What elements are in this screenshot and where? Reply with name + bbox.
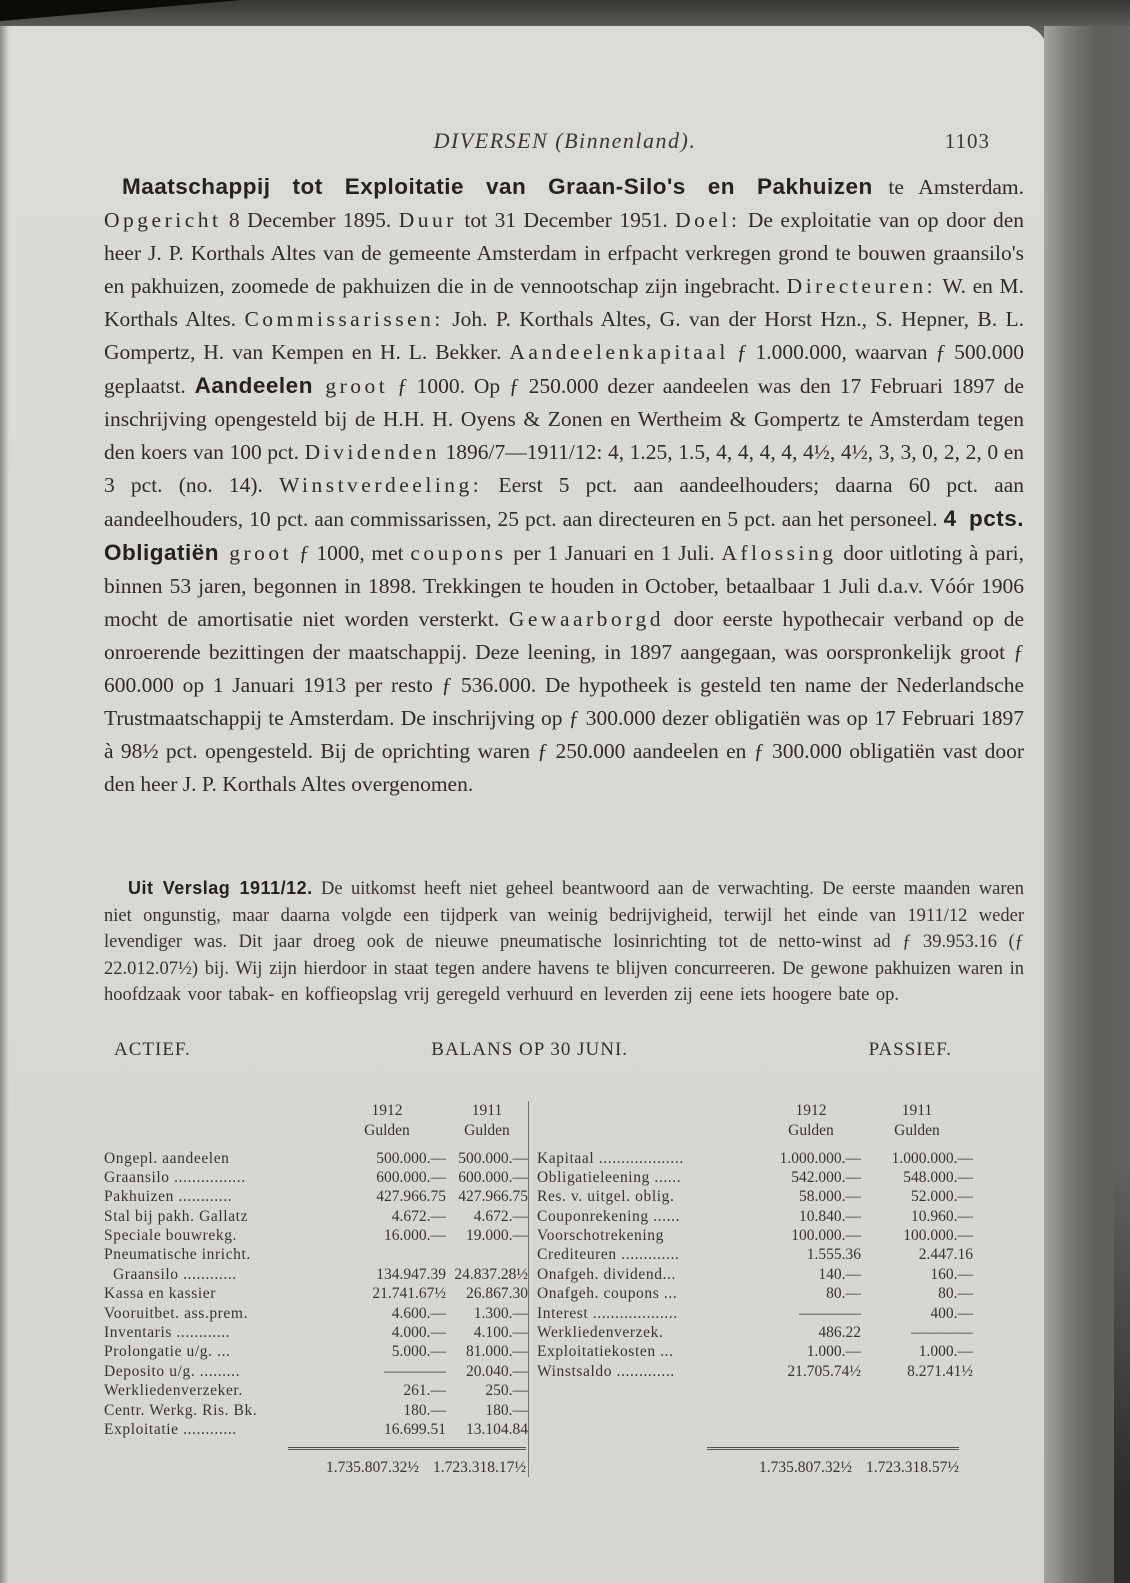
balance-row <box>537 1168 973 1187</box>
balance-row <box>104 1149 528 1168</box>
amount-1911: 13.104.84 <box>466 1420 528 1438</box>
text-run: Joh. P. Korthals Altes, G. van der Horst Hzn., S. Hepner, B. L. Gompertz, H. van Kempen en H. L. Bekker. <box>104 307 1025 364</box>
column-header-1911 <box>446 1101 528 1141</box>
amount-1912: 180.— <box>403 1401 446 1419</box>
total-1912: 1.735.807.32½ <box>759 1459 852 1477</box>
balance-passief-rows <box>537 1149 973 1382</box>
balance-row <box>104 1381 528 1400</box>
amount-1912: 16.000.— <box>384 1227 446 1245</box>
amount-1912: 80.— <box>826 1285 861 1303</box>
text-run: ƒ 1000, met <box>292 541 411 565</box>
amount-1912: 4.600.— <box>391 1304 446 1322</box>
amount-1911: 20.040.— <box>466 1362 528 1380</box>
column-header-spacer <box>104 1101 328 1141</box>
amount-1912: 58.000.— <box>799 1188 861 1206</box>
balance-row <box>537 1323 973 1342</box>
balance-row-label: Crediteuren ............. <box>537 1246 680 1264</box>
amount-1911: 180.— <box>485 1401 528 1419</box>
amount-1912: 542.000.— <box>791 1168 861 1186</box>
balance-row-label: Voorschotrekening <box>537 1227 665 1245</box>
balance-row-label: Winstsaldo ............. <box>537 1362 675 1380</box>
balance-row <box>537 1362 973 1381</box>
currency-label: Gulden <box>364 1121 410 1139</box>
balance-actief-totals <box>288 1447 526 1477</box>
amount-1912: 16.699.51 <box>384 1420 446 1438</box>
text-run: Opgericht <box>104 208 222 232</box>
text-run: Commissarissen: <box>244 307 444 331</box>
balance-row-label: Inventaris ............ <box>104 1324 231 1342</box>
text-run: 4 pcts. Obligatiën <box>104 506 1025 565</box>
amount-1912: 4.672.— <box>391 1207 446 1225</box>
text-run: Eerst 5 pct. aan aandeelhouders; daarna 60 pct. aan aandeelhouders, 10 pct. aan commissarissen, 25 pct. aan directeuren en 5 pct. aan het personeel. <box>104 473 1024 531</box>
text-run: 8 December 1895. <box>221 208 399 232</box>
amount-1911: 4.672.— <box>473 1207 528 1225</box>
amount-1911: 2.447.16 <box>918 1246 973 1264</box>
balance-row <box>104 1420 528 1439</box>
amount-1911: 24.837.28½ <box>454 1265 528 1283</box>
balance-row <box>537 1245 973 1264</box>
balance-row <box>104 1304 528 1323</box>
balance-row-label: Exploitatie ............ <box>104 1420 237 1438</box>
balance-row <box>104 1226 528 1245</box>
amount-1911: 250.— <box>485 1382 528 1400</box>
text-run: door eerste hypothecair verband op de onroerende bezittingen der maatschappij. Deze leening, in 1897 aangegaan, was oorspronkelijk groot ƒ 600.000 op 1 Januari 1913 per resto ƒ 536.000. De hypotheek is gesteld ten name der Nederlandsche Trustmaatschappij te Amsterdam. De inschrijving op ƒ 300.000 dezer obligatiën was op 17 Februari 1897 à 98½ pct. opengesteld. Bij de oprichting waren ƒ 250.000 aandeelen en ƒ 300.000 obligatiën vast door den heer J. P. Korthals Altes overgenomen. <box>104 607 1024 796</box>
balance-row <box>104 1187 528 1206</box>
amount-1912: 21.741.67½ <box>372 1285 446 1303</box>
balance-row <box>104 1323 528 1342</box>
amount-1912: 427.966.75 <box>376 1188 446 1206</box>
text-run: coupons <box>410 541 507 565</box>
balance-row-label: Kapitaal ................... <box>537 1149 684 1167</box>
currency-label: Gulden <box>464 1121 510 1139</box>
text-run: Aflossing <box>721 541 837 565</box>
scan-left-edge <box>0 0 9 1583</box>
amount-1911: 4.100.— <box>473 1324 528 1342</box>
running-header-title: DIVERSEN (Binnenland). <box>433 128 697 153</box>
balance-row-label: Graansilo ................ <box>104 1168 246 1186</box>
text-run: ƒ 1000. Op ƒ 250.000 dezer aandeelen was den 17 Februari 1897 de inschrijving opengesteld bij de H.H. H. Oyens & Zonen en Wertheim & Gompertz te Amsterdam tegen den koers van 100 pct. <box>104 374 1024 464</box>
amount-1912: 10.840.— <box>799 1207 861 1225</box>
amount-1911: 52.000.— <box>911 1188 973 1206</box>
column-header-1912 <box>328 1101 446 1141</box>
amount-1912: 4.000.— <box>391 1324 446 1342</box>
balance-column-divider <box>528 1101 529 1478</box>
balance-row-label: Deposito u/g. ......... <box>104 1362 241 1380</box>
year-label: 1912 <box>795 1101 827 1119</box>
balance-row-label: Pneumatische inricht. <box>104 1246 251 1264</box>
balance-row <box>104 1265 528 1284</box>
company-article <box>104 170 1024 801</box>
amount-1911: ———— <box>911 1324 973 1342</box>
balance-row <box>104 1362 528 1381</box>
amount-1912: ———— <box>799 1304 861 1322</box>
text-run: Uit Verslag 1911/12. <box>128 878 313 898</box>
balance-sheet-headings <box>104 1039 1024 1061</box>
text-run: Aandeelen <box>194 373 313 398</box>
scan-bottom-right-shadow <box>1114 1163 1130 1583</box>
balance-row <box>537 1304 973 1323</box>
text-run: groot <box>219 541 293 565</box>
amount-1911: 160.— <box>930 1265 973 1283</box>
balance-row-label: Prolongatie u/g. ... <box>104 1343 231 1361</box>
text-run: Doel: <box>675 208 741 232</box>
amount-1911: 1.000.000.— <box>891 1149 973 1167</box>
scan-top-edge <box>0 0 1130 26</box>
balance-row-label: Vooruitbet. ass.prem. <box>104 1304 249 1322</box>
currency-label: Gulden <box>788 1121 834 1139</box>
amount-1912: 100.000.— <box>791 1227 861 1245</box>
amount-1911: 19.000.— <box>466 1227 528 1245</box>
balance-row <box>537 1284 973 1303</box>
amount-1911: 10.960.— <box>911 1207 973 1225</box>
page-number: 1103 <box>944 129 990 153</box>
amount-1911: 1.000.— <box>918 1343 973 1361</box>
amount-1911: 80.— <box>938 1285 973 1303</box>
balance-row-label: Exploitatiekosten ... <box>537 1343 674 1361</box>
balance-row <box>104 1245 528 1264</box>
amount-1911: 8.271.41½ <box>907 1362 973 1380</box>
amount-1912: 600.000.— <box>376 1168 446 1186</box>
text-run: door uitloting à pari, binnen 53 jaren, begonnen in 1898. Trekkingen te houden in October, betaalbaar 1 Juli d.a.v. Vóór 1906 mocht de amortisatie niet worden versterkt. <box>104 541 1024 631</box>
balance-row <box>537 1265 973 1284</box>
text-run: tot 31 December 1951. <box>456 208 676 232</box>
amount-1911 <box>446 1245 528 1264</box>
year-label: 1911 <box>901 1101 933 1119</box>
amount-1912: 134.947.39 <box>376 1265 446 1283</box>
balance-row-label: Kassa en kassier <box>104 1285 217 1303</box>
balance-row <box>104 1168 528 1187</box>
running-header <box>104 128 1026 162</box>
balance-row <box>104 1401 528 1420</box>
amount-1912: 500.000.— <box>376 1149 446 1167</box>
annual-report-note <box>104 875 1024 1009</box>
year-label: 1911 <box>471 1101 503 1119</box>
balance-row <box>537 1226 973 1245</box>
text-run: Aandeelenkapitaal <box>509 340 729 364</box>
amount-1911: 26.867.30 <box>466 1285 528 1303</box>
amount-1911: 400.— <box>930 1304 973 1322</box>
balance-row-label: Obligatieleening ...... <box>537 1168 682 1186</box>
balance-row-label: Graansilo ............ <box>104 1265 237 1283</box>
total-1912: 1.735.807.32½ <box>326 1459 419 1477</box>
column-header-spacer <box>537 1101 761 1141</box>
scan-corner-shadow <box>0 0 277 23</box>
amount-1912: 261.— <box>403 1382 446 1400</box>
balans-title: BALANS OP 30 JUNI. <box>431 1038 629 1060</box>
balance-row-label: Werkliedenverzeker. <box>104 1382 243 1400</box>
balance-column-headers <box>104 1101 528 1141</box>
year-label: 1912 <box>371 1101 403 1119</box>
balance-column-headers <box>537 1101 973 1141</box>
balance-row <box>537 1342 973 1361</box>
currency-label: Gulden <box>894 1121 940 1139</box>
balance-passief-totals <box>707 1447 959 1477</box>
amount-1911: 548.000.— <box>903 1168 973 1186</box>
balance-row <box>104 1207 528 1226</box>
text-run: Maatschappij tot Exploitatie van Graan-Silo's en Pakhuizen <box>122 174 873 199</box>
amount-1912 <box>328 1245 446 1264</box>
balance-row-label: Ongepl. aandeelen <box>104 1149 230 1167</box>
amount-1911: 1.300.— <box>473 1304 528 1322</box>
total-1911: 1.723.318.57½ <box>866 1459 959 1477</box>
balance-sheet <box>104 1101 1024 1478</box>
balance-row <box>104 1342 528 1361</box>
amount-1912: 1.000.000.— <box>779 1149 861 1167</box>
amount-1911: 81.000.— <box>466 1343 528 1361</box>
balance-row-label: Speciale bouwrekg. <box>104 1227 238 1245</box>
column-header-1911 <box>861 1101 973 1141</box>
text-run: Winstverdeeling: <box>279 473 483 497</box>
balance-row-label: Stal bij pakh. Gallatz <box>104 1207 249 1225</box>
amount-1912: 5.000.— <box>391 1343 446 1361</box>
amount-1911: 500.000.— <box>458 1149 528 1167</box>
text-run: Dividenden <box>304 440 440 464</box>
balance-row-label: Onafgeh. coupons ... <box>537 1285 678 1303</box>
balance-row-label: Res. v. uitgel. oblig. <box>537 1188 675 1206</box>
column-header-1912 <box>761 1101 861 1141</box>
balance-row-label: Interest ................... <box>537 1304 678 1322</box>
amount-1911: 600.000.— <box>458 1168 528 1186</box>
amount-1912: ———— <box>384 1362 446 1380</box>
balance-row-label: Pakhuizen ............ <box>104 1188 233 1206</box>
amount-1911: 100.000.— <box>903 1227 973 1245</box>
amount-1911: 427.966.75 <box>458 1188 528 1206</box>
balance-row <box>537 1207 973 1226</box>
text-run: Duur <box>398 208 457 232</box>
text-run: Directeuren: <box>786 274 937 298</box>
text-run: te Amsterdam. <box>872 175 1024 199</box>
text-run: W. en M. Korthals Altes. <box>104 274 1024 331</box>
text-run: per 1 Januari en 1 Juli. <box>506 541 722 565</box>
balance-row <box>537 1149 973 1168</box>
amount-1912: 1.555.36 <box>806 1246 861 1264</box>
balance-actief-rows <box>104 1149 528 1440</box>
book-page <box>8 24 1048 1583</box>
amount-1912: 486.22 <box>818 1324 861 1342</box>
text-run: groot <box>312 374 389 398</box>
balance-row-label: Onafgeh. dividend... <box>537 1265 676 1283</box>
balance-row <box>104 1284 528 1303</box>
amount-1912: 21.705.74½ <box>787 1362 861 1380</box>
balance-row-label: Centr. Werkg. Ris. Bk. <box>104 1401 258 1419</box>
text-run: ƒ 1.000.000, waarvan ƒ 500.000 geplaatst. <box>104 340 1024 398</box>
balance-row-label: Werkliedenverzek. <box>537 1324 664 1342</box>
balance-row-label: Couponrekening ...... <box>537 1207 681 1225</box>
text-run: De exploitatie van op door den heer J. P. Korthals Altes van de gemeente Amsterdam in erfpacht verkregen grond te bouwen graansilo's en pakhuizen, zoomede de pakhuizen die in de vennootschap zijn ingebracht. <box>104 208 1024 298</box>
amount-1912: 140.— <box>818 1265 861 1283</box>
actief-heading: ACTIEF. <box>114 1038 191 1060</box>
balance-row <box>537 1187 973 1206</box>
text-run: Gewaarborgd <box>508 607 664 631</box>
amount-1912: 1.000.— <box>806 1343 861 1361</box>
balance-actief-table <box>104 1101 528 1478</box>
balance-passief-table <box>537 1101 973 1478</box>
text-run: De uitkomst heeft niet geheel beantwoord aan de verwachting. De eerste maanden waren niet ongunstig, maar daarna volgde een tijdperk van weinig bedrijvigheid, terwijl het einde van 1911/12 weder levendiger was. Dit jaar droeg ook de nieuwe pneumatische losinrichting tot de netto-winst ad ƒ 39.953.16 (ƒ 22.012.07½) bij. Wij zijn hierdoor in staat tegen andere havens te blijven concurreeren. De gewone pakhuizen waren in hoofdzaak voor tabak- en koffieopslag vrij geregeld verhuurd en leverden zij eene iets hoogere bate op. <box>104 879 1025 1005</box>
text-run: 1896/7—1911/12: 4, 1.25, 1.5, 4, 4, 4, 4, 4½, 4½, 3, 3, 0, 2, 2, 0 en 3 pct. (no. 14). <box>104 440 1025 497</box>
total-1911: 1.723.318.17½ <box>433 1459 526 1477</box>
scan-right-edge <box>1044 0 1130 1583</box>
passief-heading: PASSIEF. <box>868 1038 952 1060</box>
